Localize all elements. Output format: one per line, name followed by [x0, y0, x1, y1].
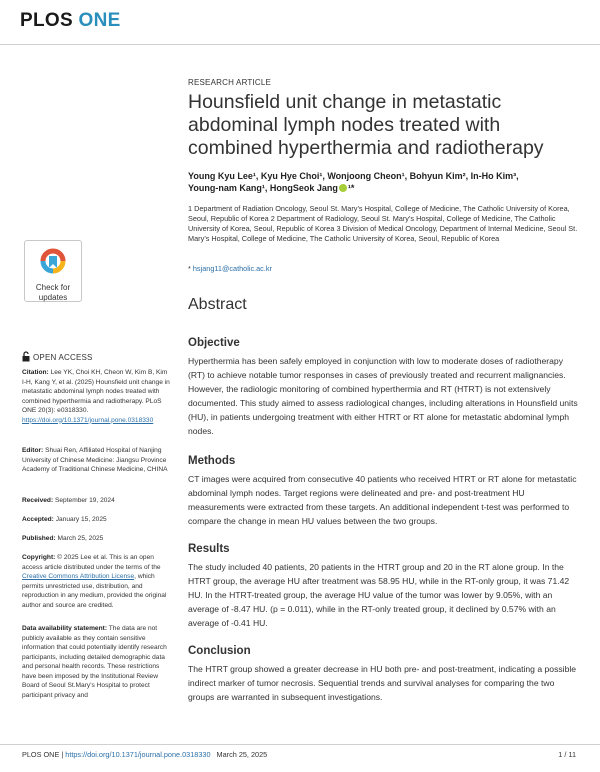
- badge-line1: Check for: [35, 283, 71, 292]
- objective-text: Hyperthermia has been safely employed in conjunction with low to moderate doses of radiotherapy (RT) to achieve notable tumor responses in cases of previously treated and recurrent malignancies. However, the radiologic monitoring of combined hyperthermia and RT (HTRT) is not extensively documented. This study aimed to assess radiological changes, including alterations in Hounsfield units (HU), in patients undergoing treatment with either HTRT or RT alone for metastatic abdominal lymph nodes.: [188, 356, 578, 436]
- results-text: The study included 40 patients, 20 patients in the HTRT group and 20 in the RT alone group. In the HTRT group, the average HU after treatment was 58.95 HU, while in the RT-only group, it was 71.42 HU. In the HTRT-treated group, the average HU value of the tumor was lower by 9.05%, with an average of -8.47 HU. (p = 0.011), while in the RT-only treated group, it declined by 0.57% with an average of -0.41 HU.: [188, 562, 570, 628]
- email-star: *: [188, 264, 193, 273]
- authors-line-2-names[interactable]: Young-nam Kang¹, HongSeok Jang: [188, 183, 338, 193]
- open-lock-icon: [22, 351, 30, 362]
- copyright-label: Copyright:: [22, 554, 56, 561]
- copyright-text-2: , which permits unrestricted use, distribution, and reproduction in any medium, provided the original author and source are credited.: [22, 573, 167, 609]
- methods-text: CT images were acquired from consecutive 40 patients who received HTRT or RT alone for metastatic abdominal lymph nodes. Target regions were delineated and pre- and post-treatment HU measurements were extracted from these targets. An additional independent t-test was performed to compare the change in mean HU values between the two groups.: [188, 474, 577, 526]
- check-for-updates-icon: [38, 245, 68, 277]
- footer-doi-link[interactable]: https://doi.org/10.1371/journal.pone.0318330: [65, 750, 211, 759]
- results-heading: Results: [188, 543, 230, 555]
- orcid-icon[interactable]: [339, 184, 347, 192]
- logo-one: ONE: [78, 10, 121, 31]
- editor-text: Shuai Ren, Affiliated Hospital of Nanjing University of Chinese Medicine: Jiangsu Province Academy of Traditional Chinese Medicine, CHINA: [22, 447, 168, 473]
- logo-plos: PLOS: [20, 10, 73, 31]
- methods-heading: Methods: [188, 455, 236, 467]
- published-block: [22, 534, 172, 544]
- conclusion-heading: Conclusion: [188, 645, 251, 657]
- header-divider: [0, 44, 600, 45]
- authors-line-2: [188, 182, 578, 194]
- license-link[interactable]: Creative Commons Attribution License: [22, 573, 135, 580]
- citation-text: Lee YK, Choi KH, Cheon W, Kim B, Kim I-H, Kang Y, et al. (2025) Hounsfield unit change in metastatic abdominal lymph nodes treated with combined hyperthermia and radiotherapy. PLoS ONE 20(3): e0318330.: [22, 369, 170, 414]
- citation-label: Citation:: [22, 369, 49, 376]
- accepted-label: Accepted:: [22, 516, 54, 523]
- published-label: Published:: [22, 535, 56, 542]
- abstract-heading: Abstract: [188, 296, 247, 313]
- article-title: Hounsfield unit change in metastatic abdominal lymph nodes treated with combined hyperthermia and radiotherapy: [188, 91, 544, 159]
- article-type: RESEARCH ARTICLE: [188, 78, 272, 87]
- data-availability-block: [22, 624, 172, 700]
- check-for-updates-badge[interactable]: [24, 240, 82, 302]
- email-link[interactable]: hsjang11@catholic.ac.kr: [192, 264, 272, 273]
- received-block: [22, 496, 172, 506]
- accepted-date: January 15, 2025: [53, 516, 107, 523]
- footer-divider: [0, 744, 600, 745]
- affiliations: 1 Department of Radiation Oncology, Seoul St. Mary’s Hospital, College of Medicine, The Catholic University of Korea, Seoul, Republic of Korea 2 Department of Radiology, Seoul St. Mary’s Hospital, College of Medicine, The Catholic University of Korea, Seoul, Republic of Korea 3 Division of Medical Oncology, Department of Internal Medicine, Seoul St. Mary’s Hospital, College of Medicine, The Catholic University of Korea, Seoul, Republic of Korea: [188, 204, 578, 243]
- page-number: 1 / 11: [558, 750, 576, 759]
- accepted-block: [22, 515, 172, 525]
- objective-heading: Objective: [188, 337, 240, 349]
- editor-label: Editor:: [22, 447, 44, 454]
- corresponding-email: [188, 264, 578, 273]
- copyright-block: [22, 553, 172, 610]
- data-availability-text: The data are not publicly available as they contain sensitive information that could potentially identify research participants, including detailed demographic data and personal health records. These restrictions have been imposed by the Institutional Review Board of Seoul St.Mary’s Hospital to protect participant privacy and: [22, 625, 167, 699]
- citation-doi-link[interactable]: https://doi.org/10.1371/journal.pone.0318330: [22, 416, 154, 424]
- copyright-text-1: © 2025 Lee et al. This is an open access article distributed under the terms of the: [22, 554, 161, 571]
- footer-citation: [22, 750, 267, 759]
- data-availability-label: Data availability statement:: [22, 625, 108, 632]
- published-date: March 25, 2025: [55, 535, 104, 542]
- editor-block: [22, 446, 172, 475]
- authors-line-2-marks: ¹*: [347, 183, 355, 193]
- received-date: September 19, 2024: [53, 497, 115, 504]
- conclusion-text: The HTRT group showed a greater decrease in HU both pre- and post-treatment, indicating a possible indirect marker of tumor necrosis. Sequential trends and survival analyses for comparing the two groups are warranted in subsequent investigations.: [188, 664, 577, 702]
- author-list: [188, 170, 578, 194]
- footer-date: March 25, 2025: [216, 750, 268, 759]
- received-label: Received:: [22, 497, 54, 504]
- citation-block: [22, 368, 172, 425]
- open-access-text: OPEN ACCESS: [33, 353, 93, 362]
- badge-line2: updates: [38, 293, 68, 302]
- footer-journal: PLOS ONE |: [22, 750, 66, 759]
- journal-logo[interactable]: [20, 10, 121, 32]
- authors-line-1: Young Kyu Lee¹, Kyu Hye Choi¹, Wonjoong Cheon¹, Bohyun Kim², In-Ho Kim³,: [188, 171, 519, 181]
- open-access-label: [22, 351, 172, 363]
